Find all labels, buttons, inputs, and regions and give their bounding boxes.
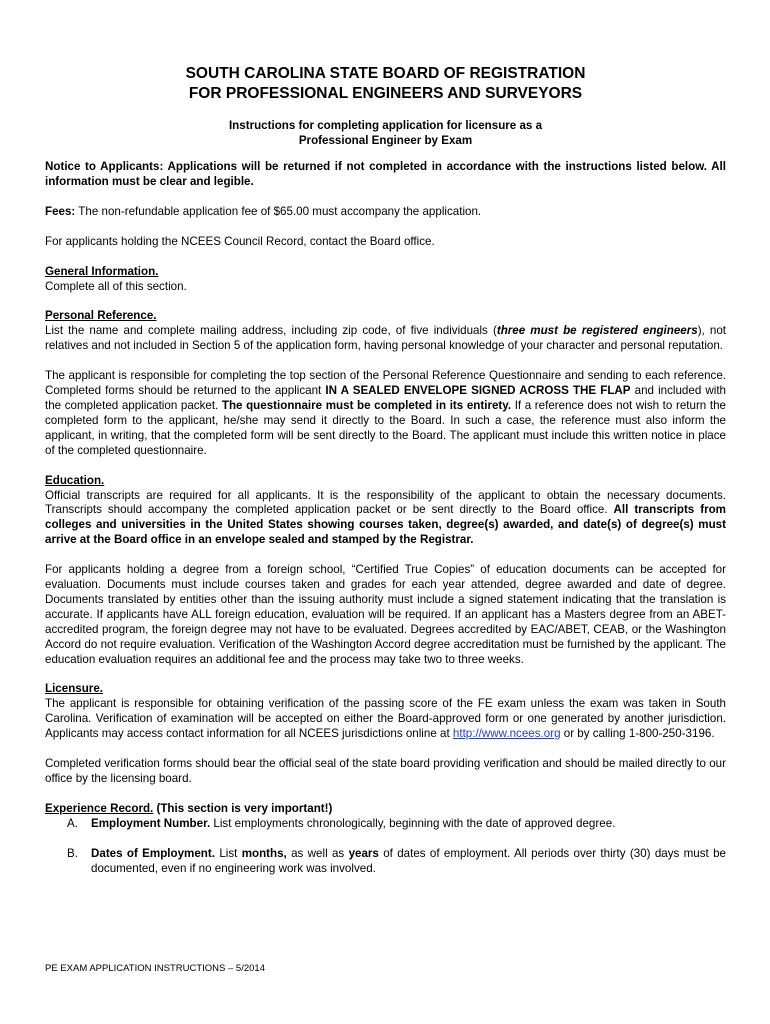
edu-p1-transcripts-bold: All transcripts from colleges and universities in the United States showing courses taken, degree(s) awarded, and date(s) of degree(s) must arrive at the Board office in an envelope sealed and stamped by the Registrar. — [45, 503, 726, 547]
list-marker: B. — [67, 846, 78, 860]
education-paragraph-2: For applicants holding a degree from a foreign school, “Certified True Copies” of education documents can be accepted for evaluation. Documents must include courses taken and grades for each year attended, degree awarded and date of degree. Documents translated by entities other than the issuing authority must include a signed statement indicating that the translation is accurate. If applicants have ALL foreign education, evaluation will be required. If an applicant has a Masters degree from an ABET-accredited program, the foreign degree may not have to be evaluated. Degrees accredited by EAC/ABET, CEAB, or the Washington Accord do not require evaluation. Verification of the Washington Accord degree accreditation must be furnished by the applicant. The education evaluation requires an additional fee and the process may take two to three weeks. — [45, 563, 726, 666]
pr-p1-emphasis: three must be registered engineers — [496, 324, 698, 338]
experience-item-text: List employments chronologically, beginning with the date of approved degree. — [210, 816, 616, 830]
education-section — [45, 474, 726, 668]
edu-p1-a: Official transcripts are required for all applicants. It is the responsibility of the applicant to obtain the necessary documents. Transcripts should accompany the completed application packet or be sent directly to the Board office. — [45, 488, 726, 517]
experience-item-label: Employment Number. — [91, 816, 211, 830]
notice-to-applicants: Notice to Applicants: Applications will be returned if not completed in accordance with the instructions listed below. All information must be clear and legible. — [45, 160, 726, 188]
experience-list — [45, 817, 726, 877]
licensure-section — [45, 682, 726, 786]
subtitle-line-1: Instructions for completing application for licensure as a — [228, 119, 543, 132]
general-section — [45, 265, 726, 295]
pr-p2-e: If a reference does not wish to return the completed form to the applicant, he/she may send it directly to the Board. In such a case, the reference must also inform the applicant, in writing, that the completed form will be sent directly to the Board. The applicant must include this written notice in place of the completed questionnaire. — [45, 398, 726, 457]
personal-reference-section — [45, 309, 726, 458]
education-paragraph-1 — [45, 489, 726, 549]
list-marker: A. — [67, 816, 78, 830]
pr-p2-a: The applicant is responsible for completing the top section of the Personal Reference Questionnaire and sending to each reference. Completed forms should be returned to the applicant — [45, 369, 726, 398]
lic-p1-a: The applicant is responsible for obtaining verification of the passing score of the FE exam unless the exam was taken in South Carolina. Verification of examination will be accepted on either the Board-approved form or one generated by another jurisdiction. Applicants may access contact information for all NCEES jurisdictions online at — [45, 697, 726, 741]
licensure-paragraph-1 — [45, 697, 726, 742]
pr-p2-sealed-envelope: IN A SEALED ENVELOPE SIGNED ACROSS THE FLAP — [325, 384, 631, 398]
experience-item-label: Dates of Employment. — [91, 846, 215, 860]
experience-section — [45, 802, 726, 877]
experience-heading-note: (This section is very important!) — [153, 801, 333, 815]
page-footer: PE EXAM APPLICATION INSTRUCTIONS – 5/2014 — [45, 963, 265, 974]
lic-p1-b: or by calling 1-800-250-3196. — [560, 727, 715, 741]
personal-reference-heading: Personal Reference. — [45, 309, 157, 323]
fees-paragraph — [45, 205, 726, 220]
experience-item-text: as well as — [286, 846, 349, 860]
general-text: Complete all of this section. — [45, 279, 187, 293]
pr-p2-c: and included with the completed application packet. — [45, 384, 726, 412]
experience-item-b — [45, 847, 726, 877]
experience-item-text: of dates of employment. All periods over thirty (30) days must be documented, even if no engineering work was involved. — [91, 846, 726, 875]
pr-p1-c: ), not relatives and not included in Section 5 of the application form, having personal knowledge of your character and personal reputation. — [45, 324, 726, 353]
ncees-record-paragraph: For applicants holding the NCEES Council Record, contact the Board office. — [45, 234, 435, 248]
experience-item-bold: months, — [241, 846, 287, 860]
personal-reference-paragraph-1 — [45, 324, 726, 354]
general-heading: General Information. — [45, 264, 159, 278]
pr-p2-entirety: The questionnaire must be completed in its entirety. — [221, 398, 512, 412]
fees-text: The non-refundable application fee of $65.00 must accompany the application. — [75, 204, 482, 218]
experience-heading: Experience Record. — [45, 801, 154, 815]
subtitle-line-2: Professional Engineer by Exam — [298, 134, 473, 147]
experience-item-bold: years — [348, 846, 379, 860]
document-title — [45, 64, 726, 104]
experience-item-text: List — [214, 846, 242, 860]
licensure-heading: Licensure. — [45, 682, 103, 696]
education-heading: Education. — [45, 473, 105, 487]
fees-label: Fees: — [45, 204, 76, 218]
licensure-paragraph-2: Completed verification forms should bear the official seal of the state board providing verification and should be mailed directly to our office by the licensing board. — [45, 757, 726, 785]
document-page — [45, 64, 726, 877]
title-line-1: SOUTH CAROLINA STATE BOARD OF REGISTRATION — [185, 65, 586, 82]
title-line-2: FOR PROFESSIONAL ENGINEERS AND SURVEYORS — [188, 85, 583, 102]
pr-p1-a: List the name and complete mailing address, including zip code, of five individuals ( — [45, 324, 497, 338]
document-subtitle — [45, 118, 726, 148]
experience-heading-line — [45, 802, 726, 817]
experience-item-a — [45, 817, 726, 832]
personal-reference-paragraph-2 — [45, 369, 726, 458]
ncees-link[interactable]: http://www.ncees.org — [452, 727, 561, 741]
